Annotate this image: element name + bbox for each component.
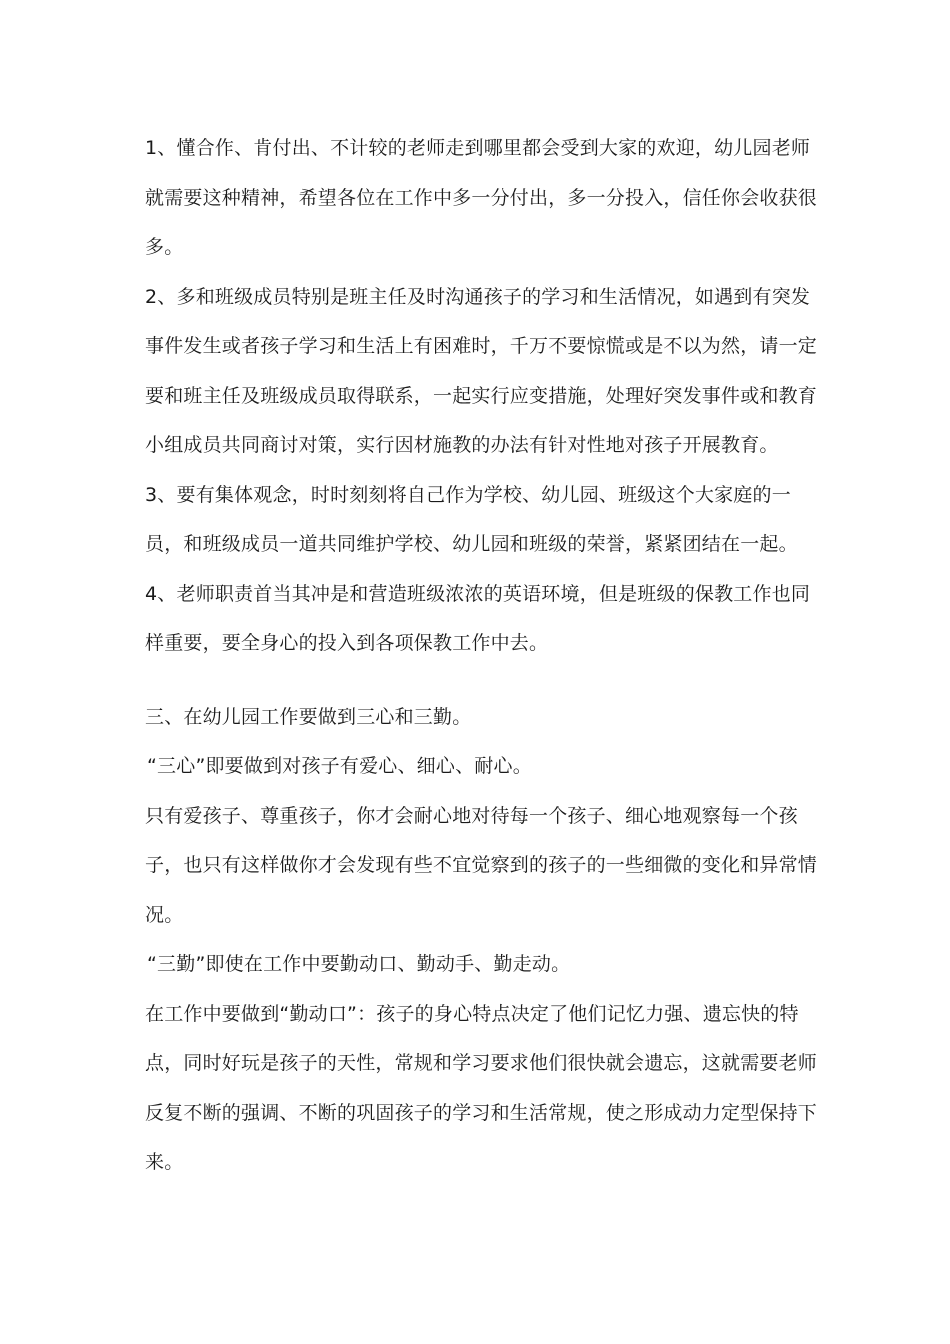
paragraph-2: 2、多和班级成员特别是班主任及时沟通孩子的学习和生活情况，如遇到有突发事件发生或者孩子学习和生活上有困难时，千万不要惊慌或是不以为然，请一定要和班主任及班级成员取得联系，一起实行应变措施，处理好突发事件或和教育小组成员共同商讨对策，实行因材施教的办法有针对性地对孩子开展教育。 xyxy=(145,285,818,456)
three-diligence-body: 在工作中要做到“勤动口”：孩子的身心特点决定了他们记忆力强、遗忘快的特点，同时好玩是孩子的天性，常规和学习要求他们很快就会遗忘，这就需要老师反复不断的强调、不断的巩固孩子的学习和生活常规，使之形成动力定型保持下来。 xyxy=(145,1002,818,1173)
section-title: 三、在幼儿园工作要做到三心和三勤。 xyxy=(145,705,472,728)
document-body xyxy=(145,124,825,1188)
three-diligence-heading: “三勤”即使在工作中要勤动口、勤动手、勤走动。 xyxy=(147,953,571,975)
paragraph-3: 3、要有集体观念，时时刻刻将自己作为学校、幼儿园、班级这个大家庭的一员，和班级成员一道共同维护学校、幼儿园和班级的荣誉，紧紧团结在一起。 xyxy=(145,483,798,555)
section-spacer xyxy=(145,669,825,693)
three-hearts-heading: “三心”即要做到对孩子有爱心、细心、耐心。 xyxy=(147,755,532,777)
paragraph-4: 4、老师职责首当其冲是和营造班级浓浓的英语环境，但是班级的保教工作也同样重要，要全身心的投入到各项保教工作中去。 xyxy=(145,582,811,654)
paragraph-1: 1、懂合作、肯付出、不计较的老师走到哪里都会受到大家的欢迎，幼儿园老师就需要这种精神，希望各位在工作中多一分付出，多一分投入，信任你会收获很多。 xyxy=(145,137,818,258)
three-hearts-body: 只有爱孩子、尊重孩子，你才会耐心地对待每一个孩子、细心地观察每一个孩子，也只有这样做你才会发现有些不宜觉察到的孩子的一些细微的变化和异常情况。 xyxy=(145,804,818,926)
